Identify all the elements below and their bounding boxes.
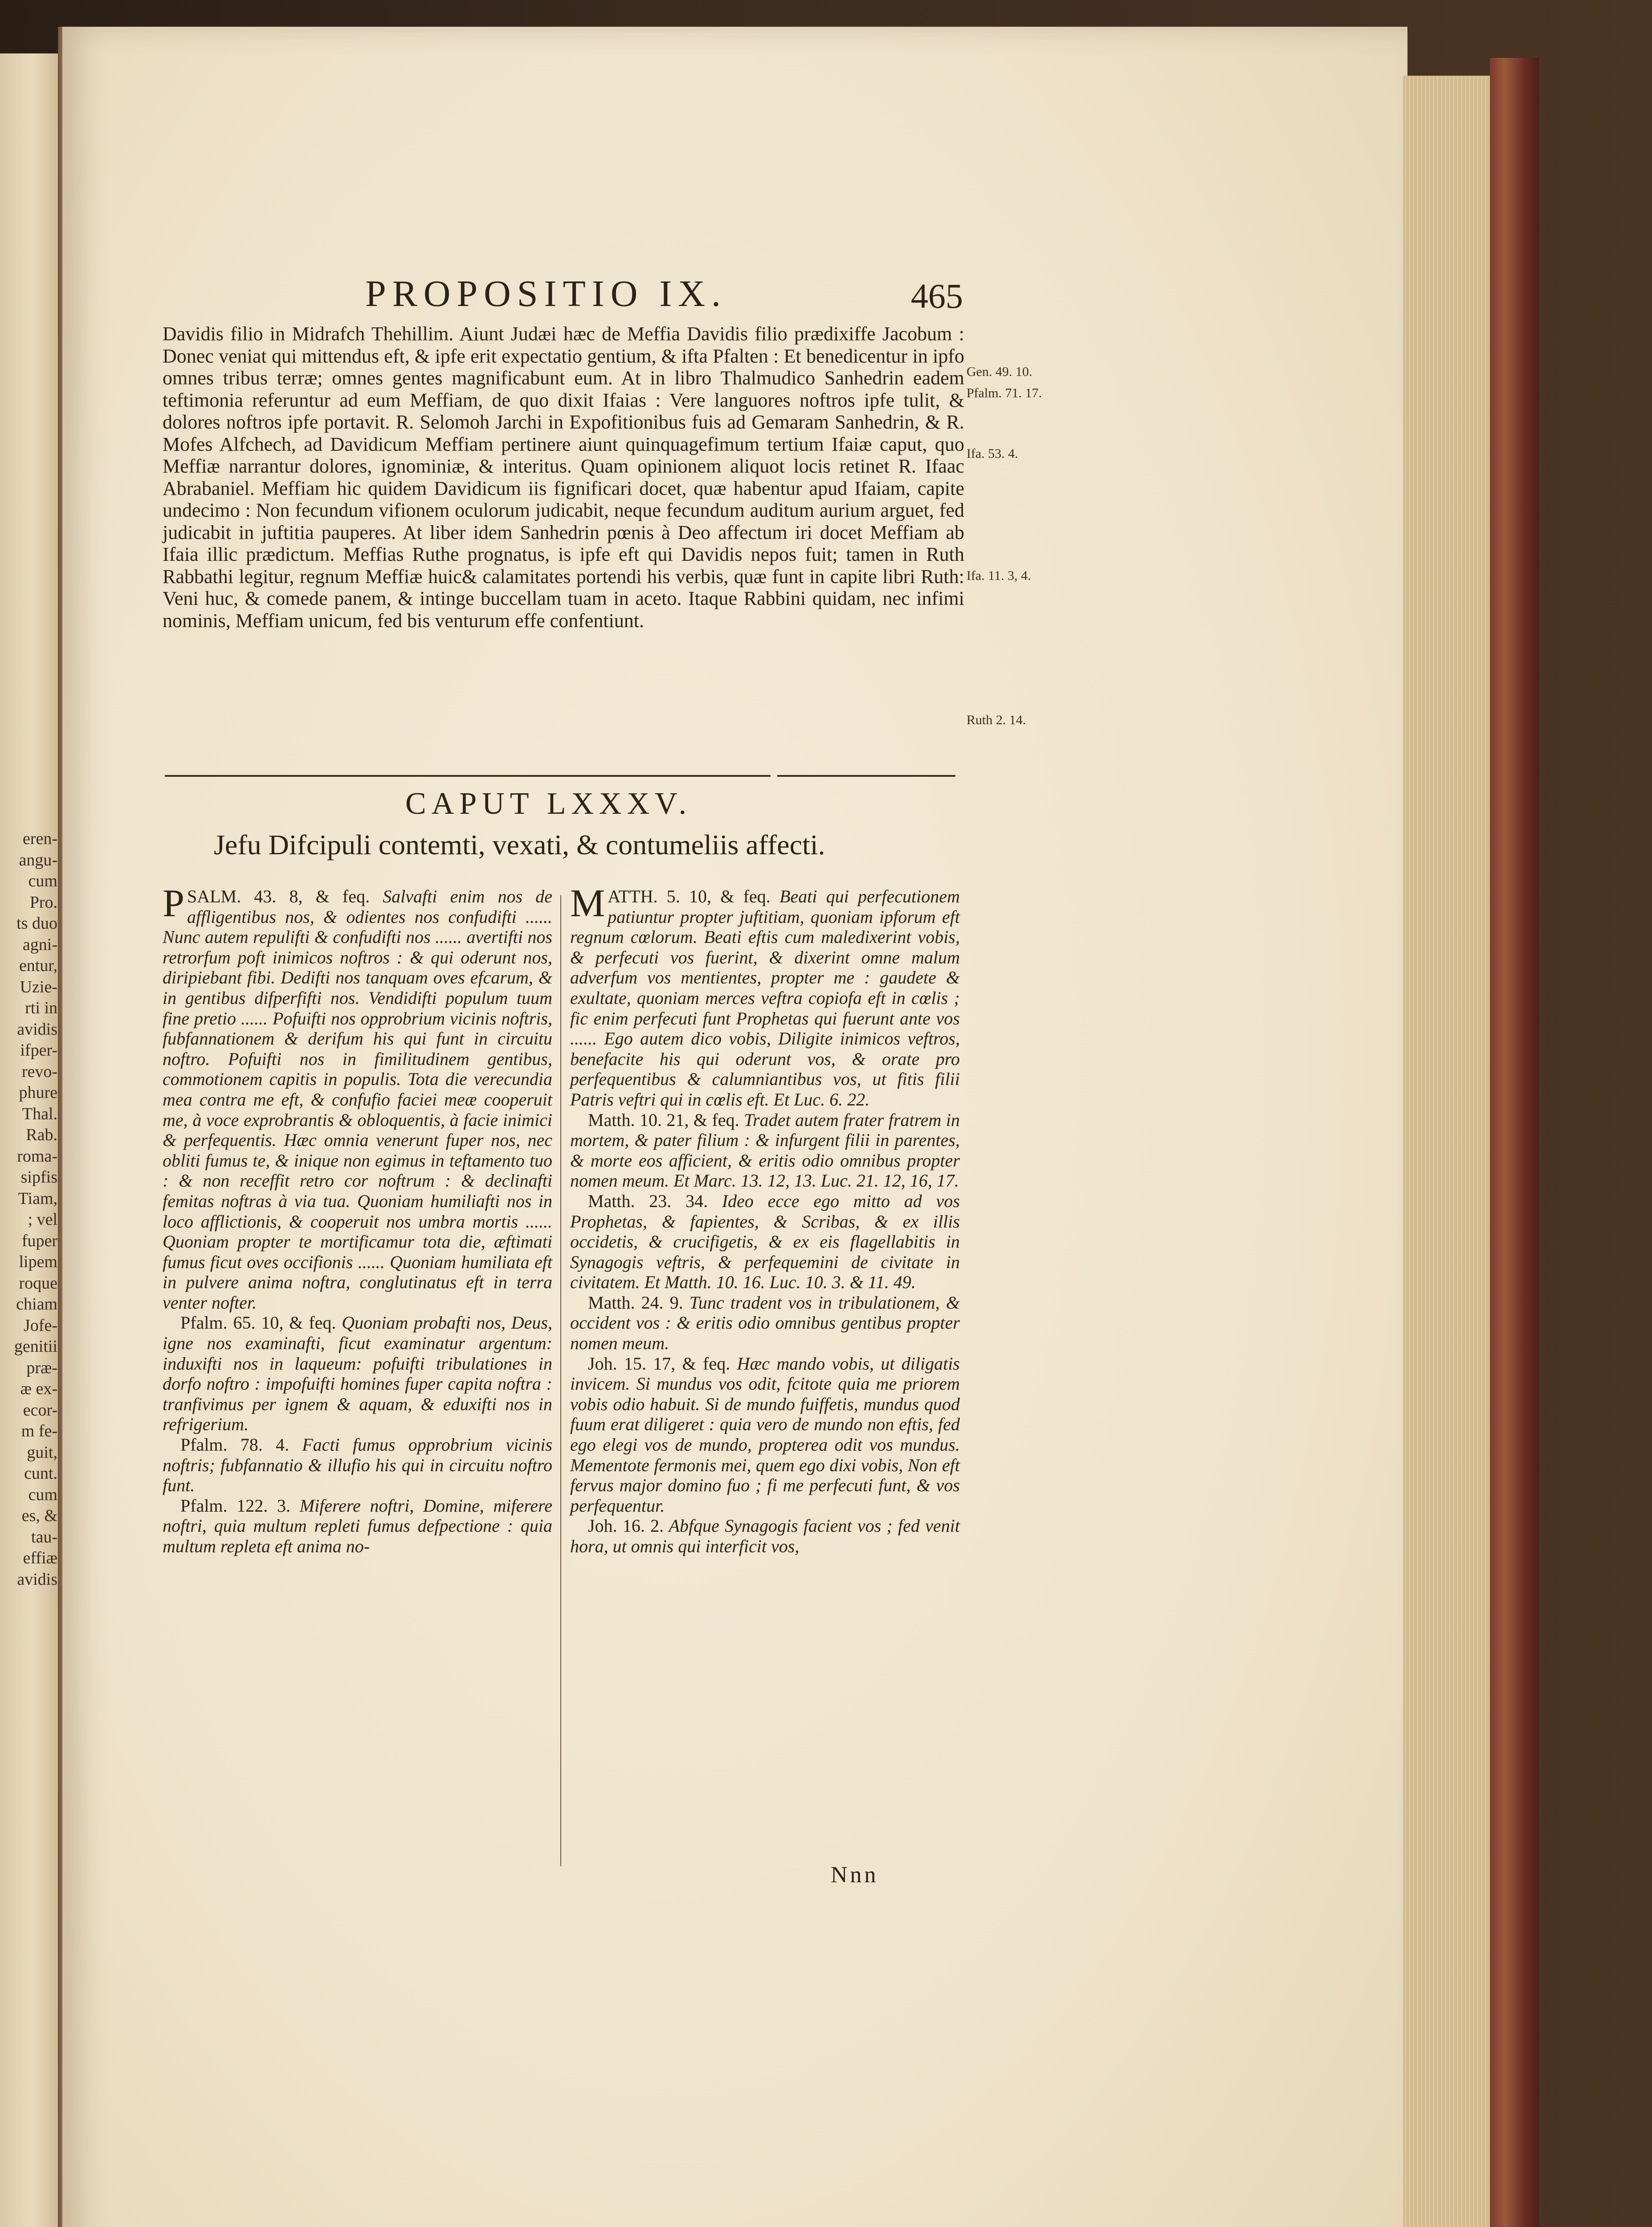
left-page-line: entur, <box>19 956 57 975</box>
column-divider <box>560 895 561 1866</box>
left-page-line: cum <box>28 872 57 890</box>
left-page-line: præ- <box>26 1358 57 1377</box>
quotation-text: Quoniam probafti nos, Deus, igne nos examinafti, ficut examinatur argentum: induxifti nos in laqueum: pofuifti tribulationes in dorfo noftro : impofuifti homines fuper capita noftra : tranfivimus per ignem & aquam, & eduxifti nos in refrigerium. <box>163 1313 552 1435</box>
column-paragraph <box>570 1110 960 1191</box>
quotation-text: Abfque Synagogis facient vos ; fed venit hora, ut omnis qui interficit vos, <box>570 1516 960 1556</box>
column-paragraph <box>163 1496 552 1557</box>
column-paragraph <box>163 1435 552 1496</box>
quotation-text: Beati qui perfecutionem patiuntur propter juftitiam, quoniam ipforum eft regnum cœlorum. Beati eftis cum maledixerint vobis, & perfecuti vos fuerint, & dixerint omne malum adverfum vos mentientes, propter me : gaudete & exultate, quoniam merces veftra copiofa eft in cœlis ; fic enim perfecuti funt Prophetas qui fuerunt ante vos ...... Ego autem dico vobis, Diligite inimicos veftros, benefacite his qui oderunt vos, & orate pro perfequentibus & calumniantibus vos, ut fitis filii Patris veftri qui in cœlis eft. Et Luc. 6. 22. <box>570 886 960 1109</box>
left-page-fragment <box>0 53 60 2227</box>
scripture-reference: Pfalm. 65. 10, & feq. <box>180 1313 336 1333</box>
left-page-line: Thal. <box>22 1104 57 1123</box>
left-page-line: avidis <box>17 1570 57 1589</box>
margin-note: Ifa. 53. 4. <box>967 446 1018 461</box>
left-page-line: effiæ <box>23 1549 57 1567</box>
left-page-line: Uzie- <box>20 977 57 996</box>
left-page-line: avidis <box>17 1020 57 1039</box>
column-paragraph <box>570 1354 960 1516</box>
left-page-line: ifper- <box>20 1041 57 1060</box>
left-page-line: Rab. <box>26 1126 57 1144</box>
left-page-line: tau- <box>31 1527 57 1546</box>
chapter-subtitle: Jefu Difcipuli contemti, vexati, & contumeliis affecti. <box>214 829 825 861</box>
left-page-line: phure <box>19 1083 57 1102</box>
column-paragraph <box>570 1293 960 1354</box>
scripture-reference: Pfalm. 122. 3. <box>180 1495 291 1516</box>
scripture-reference: Matth. 10. 21, & feq. <box>588 1109 739 1130</box>
left-page-line: revo- <box>21 1062 57 1081</box>
left-page-line: chiam <box>16 1295 57 1313</box>
column-paragraph <box>163 882 552 1313</box>
left-page-line: rti in <box>25 999 57 1017</box>
margin-note: Ifa. 11. 3, 4. <box>967 568 1031 583</box>
scripture-reference: Matth. 24. 9. <box>588 1292 683 1313</box>
page-number: 465 <box>911 277 963 315</box>
left-page-line: guit, <box>27 1443 57 1462</box>
left-page-line: Pro. <box>29 893 57 912</box>
chapter-title: CAPUT LXXXV. <box>405 787 692 821</box>
left-page-line: ecor- <box>23 1400 57 1419</box>
left-page-line: Tiam, <box>18 1189 57 1208</box>
left-page-line: eren- <box>22 829 57 848</box>
signature-mark: Nnn <box>831 1862 879 1888</box>
left-page-line: angu- <box>19 850 57 869</box>
column-paragraph <box>570 1191 960 1293</box>
column-paragraph <box>570 1516 960 1556</box>
cover-edge <box>1490 58 1539 2227</box>
section-rule <box>777 775 955 777</box>
left-page-line: es, & <box>21 1506 57 1525</box>
left-page-line: fuper <box>21 1231 57 1250</box>
quotation-text: Tradet autem frater fratrem in mortem, & pater filium : & infurgent filii in parentes, & morte eos afficient, & eritis odio omnibus propter nomen meum. Et Marc. 13. 12, 13. Luc. 21. 12, 16, 17. <box>570 1109 960 1191</box>
left-page-line: agni- <box>22 935 57 954</box>
margin-note: Ruth 2. 14. <box>967 713 1026 727</box>
left-page-line: cunt. <box>24 1464 57 1483</box>
left-column <box>163 882 553 1557</box>
quotation-text: Salvafti enim nos de affligentibus nos, & odientes nos confudifti ...... Nunc autem repulifti & confudifti nos ...... avertifti nos retrorfum poft inimicos noftros : & qui oderunt nos, diripiebant fibi. Dedifti nos tanquam oves efcarum, & in gentibus difperfifti nos. Vendidifti populum tuum fine pretio ...... Pofuifti nos opprobrium vicinis noftris, fubfannationem & derifum his qui funt in circuitu noftro. Pofuifti nos in fimilitudinem gentibus, commotionem capitis in populis. Tota die verecundia mea contra me eft, & confufio faciei meæ cooperuit me, à voce exprobrantis & obloquentis, à facie inimici & perfequentis. Hæc omnia venerunt fuper nos, nec obliti fumus te, & inique non egimus in teftamento tuo : & non receffit retro cor noftrum : & declinafti femitas noftras à via tua. Quoniam humiliafti nos in loco afflictionis, & cooperuit nos umbra mortis ...... Quoniam propter te mortificamur tota die, æftimati fumus ficut oves occifionis ...... Quoniam humiliata eft in pulvere anima noftra, conglutinatus eft in terra venter nofter. <box>163 886 552 1313</box>
left-page-line: ts duo <box>16 914 57 933</box>
left-page-line: Jofe- <box>24 1316 57 1335</box>
left-page-line: roma- <box>17 1146 57 1166</box>
left-page-line: cum <box>28 1485 57 1504</box>
scripture-reference: ATTH. 5. 10, & feq. <box>608 886 771 906</box>
quotation-text: Facti fumus opprobrium vicinis noftris; fubfannatio & illufio his qui in circuitu noftro funt. <box>163 1435 552 1496</box>
quotation-text: Miferere noftri, Domine, miferere noftri, quia multum repleti fumus defpectione : quia multum repleta eft anima no- <box>163 1495 553 1556</box>
left-page-line: sipfis <box>20 1168 57 1187</box>
right-column <box>570 882 960 1557</box>
quotation-text: Ideo ecce ego mitto ad vos Prophetas, & fapientes, & Scribas, & ex illis occidetis, & crucifigetis, & ex eis flagellabitis in Synagogis veftris, & perfequemini de civitate in civitatem. Et Matth. 10. 16. Luc. 10. 3. & 11. 49. <box>570 1191 960 1293</box>
left-page-line: lipem <box>19 1252 57 1271</box>
left-page-line: roque <box>19 1273 57 1293</box>
margin-note: Pfalm. 71. 17. <box>967 386 1042 400</box>
left-page-line: ; vel <box>28 1210 57 1229</box>
quotation-text: Hæc mando vobis, ut diligatis invicem. Si mundus vos odit, fcitote quia me priorem vobis odio habuit. Si de mundo fuiffetis, mundus quod fuum erat diligeret : quia vero de mundo non eftis, fed ego elegi vos de mundo, propterea odit vos mundus. Mementote fermonis mei, quem ego dixi vobis, Non eft fervus major domino fuo ; fi me perfecuti funt, & vos perfequentur. <box>570 1353 960 1516</box>
left-page-line: m fe- <box>21 1422 57 1440</box>
scripture-reference: Matth. 23. 34. <box>588 1191 708 1211</box>
quotation-text: Tunc tradent vos in tribulationem, & occident vos : & eritis odio omnibus gentibus propter nomen meum. <box>570 1292 960 1354</box>
drop-capital: M <box>570 882 605 925</box>
column-paragraph <box>163 1313 552 1435</box>
running-head: PROPOSITIO IX. <box>365 273 727 314</box>
section-rule <box>165 775 771 777</box>
left-page-line: genitii <box>14 1337 57 1356</box>
intro-paragraph: Davidis filio in Midrafch Thehillim. Aiunt Judæi hæc de Meffia Davidis filio prædixiffe Jacobum : Donec veniat qui mittendus eft, & ipfe erit expectatio gentium, & ifta Pfalten : Et benedicentur in ipfo omnes tribus terræ; omnes gentes magnificabunt eum. At in libro Thalmudico Sanhedrin eadem teftimonia referuntur ad eum Meffiam, de quo dixit Ifaias : Vere languores noftros ipfe tulit, & dolores noftros ipfe portavit. R. Selomoh Jarchi in Expofitionibus fuis ad Gemaram Sanhedrin, & R. Mofes Alfchech, ad Davidicum Meffiam pertinere aiunt quinquagefimum tertium Ifaiæ caput, quo Meffiæ narrantur dolores, ignominiæ, & interitus. Quam opinionem aliquot locis retinet R. Ifaac Abrabaniel. Meffiam hic quidem Davidicum iis fignificari docet, quæ habentur apud Ifaiam, capite undecimo : Non fecundum vifionem oculorum judicabit, neque fecundum auditum aurium arguet, fed judicabit in juftitia pauperes. At liber idem Sanhedrin pœnis à Deo affectum iri docet Meffiam ab Ifaia illic prædictum. Meffias Ruthe prognatus, is ipfe eft qui Davidis nepos fuit; tamen in Ruth Rabbathi legitur, regnum Meffiæ huic& calamitates portendi his verbis, quæ funt in capite libri Ruth: Veni huc, & comede panem, & intinge buccellam tuam in aceto. Itaque Rabbini quidam, nec infimi nominis, Meffiam unicum, fed bis venturum effe confentiunt. <box>163 323 964 632</box>
column-paragraph <box>570 882 960 1110</box>
drop-capital: P <box>163 882 184 925</box>
left-page-line: æ ex- <box>20 1379 57 1398</box>
margin-note: Gen. 49. 10. <box>967 364 1032 379</box>
page-edges <box>1403 76 1492 2227</box>
scripture-reference: Joh. 15. 17, & feq. <box>588 1353 730 1374</box>
scripture-reference: Pfalm. 78. 4. <box>180 1435 290 1455</box>
scripture-reference: SALM. 43. 8, & feq. <box>187 886 370 906</box>
scripture-reference: Joh. 16. 2. <box>588 1516 664 1536</box>
